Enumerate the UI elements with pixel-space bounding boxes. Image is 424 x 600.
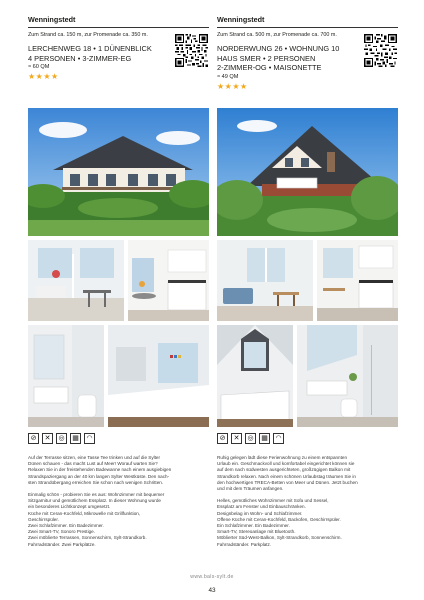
listing-distance: Zum Strand ca. 500 m, zur Promenade ca. 700 m. <box>217 32 337 38</box>
living-room-photo[interactable] <box>28 240 124 321</box>
desc-line: Möblierter Süd-West-Balkon, Sylt-Strandkorb, Sonnenschirm. <box>217 535 342 541</box>
desc-line: Urlaub ein. Geschmackvoll und komfortabel eingerichtet können sie <box>217 461 355 467</box>
headline-line: LERCHENWEG 18 • 1 DÜNENBLICK <box>28 44 152 53</box>
no-pets-icon: ✕ <box>42 433 53 444</box>
listing-location: Wenningstedt <box>28 15 76 24</box>
desc-line: Ein Schlafzimmer. Ein Badezimmer. <box>217 523 290 529</box>
exterior-photo[interactable] <box>217 108 398 236</box>
headline-line: NORDERWUNG 26 • WOHNUNG 10 <box>217 44 340 53</box>
desc-line: ein besonderes Lichtkonzept umgesetzt. <box>28 504 111 510</box>
desc-line: sten Strandübergang erreichen Sie schon nach wenigen Schritten. <box>28 479 164 485</box>
desc-line: Zwei Schlafzimmer. Ein Badezimmer. <box>28 523 104 529</box>
star-rating: ★★★★ <box>217 81 248 91</box>
washer-icon: ◎ <box>245 433 256 444</box>
divider <box>28 27 209 28</box>
amenity-icons <box>217 433 284 444</box>
washer-icon: ◎ <box>56 433 67 444</box>
desc-line: Helles, gemütliches Wohnzimmer mit Sofa und Sessel, <box>217 498 329 504</box>
desc-line: Geschirrspüler. <box>28 516 59 522</box>
no-smoking-icon: ⊘ <box>217 433 228 444</box>
qr-code-icon[interactable] <box>364 34 397 67</box>
listing-location: Wenningstedt <box>217 15 265 24</box>
desc-line: den hochwertigen TRECA-Betten von Meer und Dünen. Jetzt buchen <box>217 479 358 485</box>
desc-line: Dünen schauen - das macht Lust auf Meer! Worauf warten Sie? <box>28 461 158 467</box>
desc-line: Strandspaziergang an der 40 km langen Sylter Westküste. Den nach- <box>28 473 170 479</box>
desc-line: Zwei möblierte Terrassen, Sonnenschirm, Sylt-Strandkorb. <box>28 535 147 541</box>
desc-line: Küche mit Ceran-Kochfeld, Mikrowelle mit Grillfunktion, <box>28 510 141 516</box>
desc-line: Ruhig gelegen lädt diese Ferienwohnung zu einem entspannten <box>217 455 347 460</box>
listing-distance: Zum Strand ca. 150 m, zur Promenade ca. 350 m. <box>28 32 148 38</box>
listing-area: ≈ 60 QM <box>28 64 50 71</box>
desc-line: Smart-TV, Stereoanlage mit Bluetooth. <box>217 529 296 535</box>
desc-line: Strandkorb relaxen. Nach einem schönen Urlaubstag träumen Sie in <box>217 473 356 479</box>
desc-line: Essplatz am Fenster und Einbauschränken. <box>217 504 306 510</box>
wifi-icon: ◠ <box>273 433 284 444</box>
kitchen-photo[interactable] <box>317 240 398 321</box>
divider <box>217 27 398 28</box>
dishwasher-icon: ▦ <box>70 433 81 444</box>
listing-description <box>28 455 209 548</box>
page-number: 43 <box>208 587 216 594</box>
desc-line: Einmalig schön - probieren Sie es aus: Wohnzimmer mit bequemer <box>28 492 165 498</box>
star-rating: ★★★★ <box>28 72 59 82</box>
desc-line: Offene Küche mit Ceran-Kochfeld, Backofen, Geschirrspüler. <box>217 516 341 522</box>
dishwasher-icon: ▦ <box>259 433 270 444</box>
desc-line: Sitzgarnitur und gemütlichem Essplatz. In dieser Wohnung wurde <box>28 498 161 504</box>
listing-right <box>217 0 398 96</box>
listing-headline <box>28 44 168 63</box>
headline-line: 4 PERSONEN • 3-ZIMMER-EG <box>28 53 132 63</box>
desc-line: Zwei Smart-TV, Sonoro Prestige. <box>28 529 95 535</box>
no-smoking-icon: ⊘ <box>28 433 39 444</box>
listing-left <box>28 0 209 96</box>
no-pets-icon: ✕ <box>231 433 242 444</box>
desc-line: Auf der Terrasse sitzen, eine Tasse Tee trinken und auf die Sylter <box>28 455 161 460</box>
qr-code-icon[interactable] <box>175 34 208 67</box>
bedroom-photo[interactable] <box>217 325 293 427</box>
desc-line: Relaxen Sie in der freistehenden Badewanne nach einem ausgiebigen <box>28 467 172 473</box>
exterior-photo[interactable] <box>28 108 209 236</box>
desc-line: und mit dem Träumen anfangen. <box>217 486 284 492</box>
living-room-photo[interactable] <box>217 240 313 321</box>
headline-line: HAUS SMER • 2 PERSONEN <box>217 53 316 63</box>
desc-line: auf dem nach südwesten ausgerichteten, großzügigen Balkon mit <box>217 467 351 473</box>
listing-header <box>217 32 398 96</box>
listing-area: ≈ 49 QM <box>217 73 239 80</box>
bathroom-photo[interactable] <box>28 325 104 427</box>
desc-line: Designbelag im Wohn- und Schlafzimmer. <box>217 510 303 516</box>
bathroom-photo[interactable] <box>297 325 398 427</box>
listing-header <box>28 32 209 96</box>
listing-headline <box>217 44 357 73</box>
kitchen-photo[interactable] <box>128 240 209 321</box>
wifi-icon: ◠ <box>84 433 95 444</box>
amenity-icons <box>28 433 95 444</box>
desc-line: Fahrradständer. Zwei Parkplätze. <box>28 541 96 547</box>
website-link[interactable]: www.bals-sylt.de <box>190 574 234 580</box>
headline-line: 2-ZIMMER-OG • MAISONETTE <box>217 63 322 73</box>
bedroom-photo[interactable] <box>108 325 209 427</box>
listing-description <box>217 455 398 548</box>
desc-line: Fahrradständer. Parkplatz. <box>217 541 272 547</box>
